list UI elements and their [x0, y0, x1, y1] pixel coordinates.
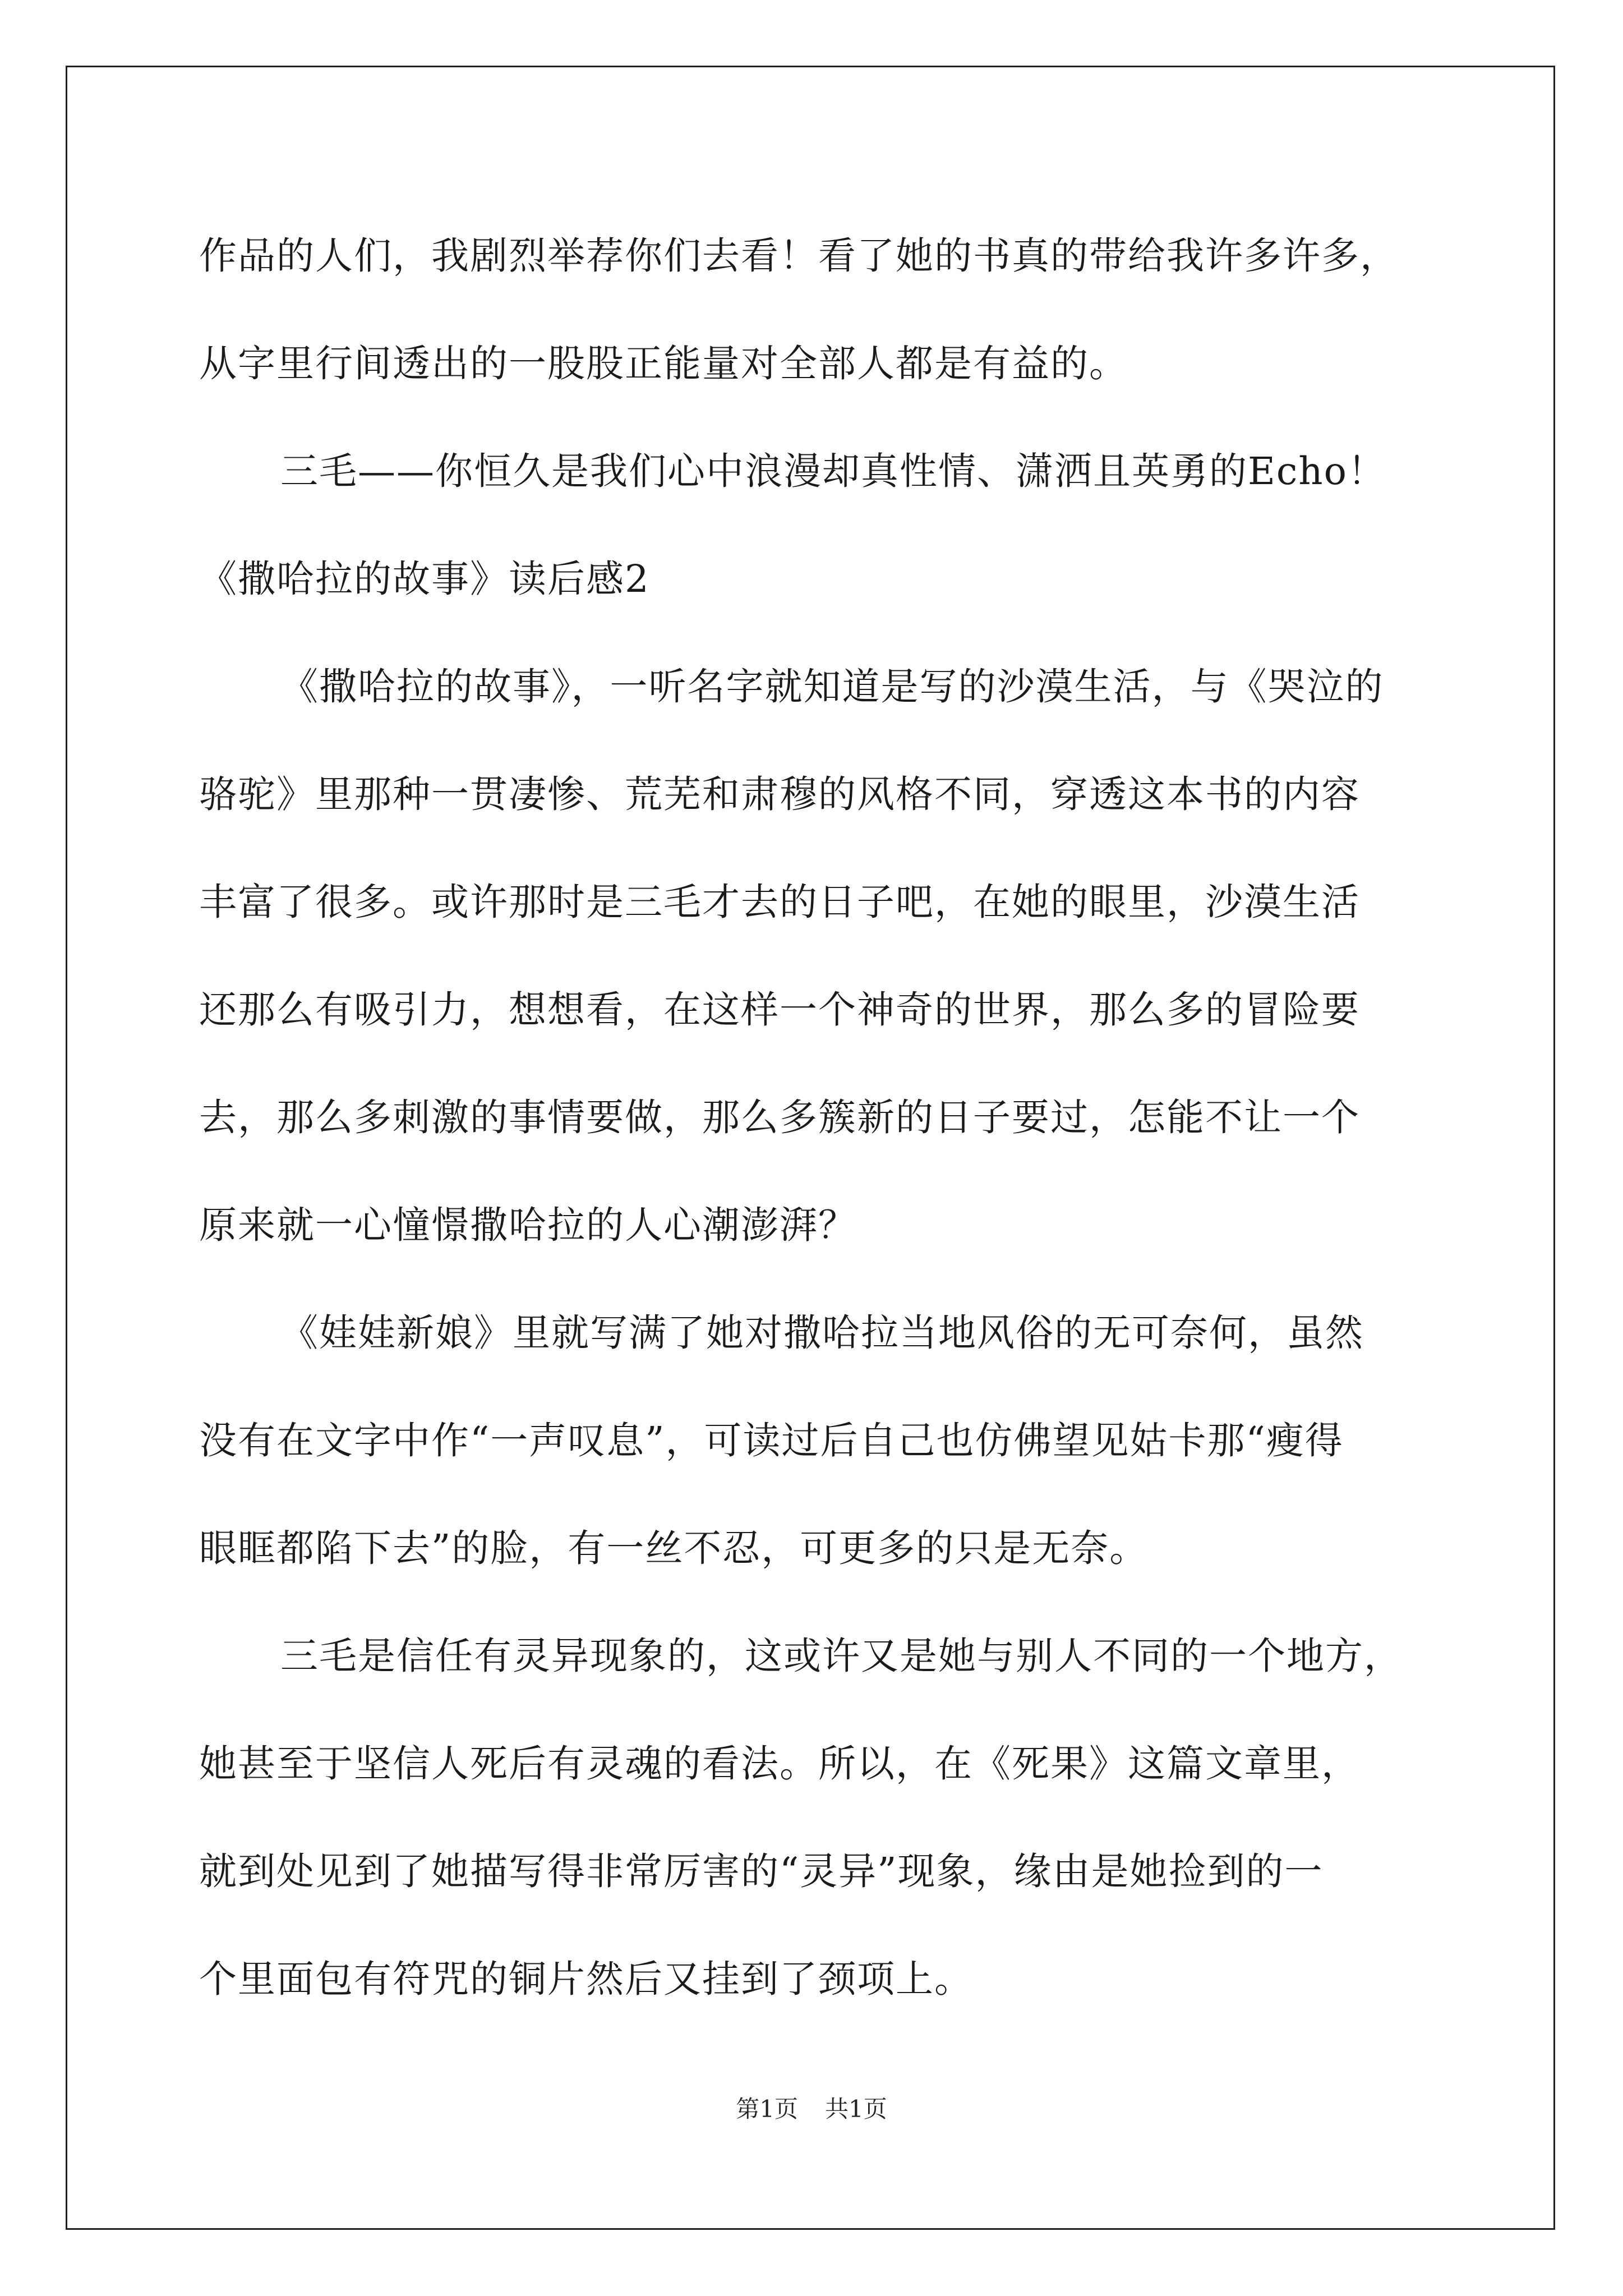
page-total: 共1页	[825, 2095, 887, 2123]
paragraph-line: 原来就一心憧憬撒哈拉的人心潮澎湃？	[199, 1203, 857, 1247]
page-number: 第1页	[736, 2095, 798, 2123]
paragraph-line: 三毛——你恒久是我们心中浪漫却真性情、潇洒且英勇的Echo！	[280, 449, 1386, 493]
paragraph-line: 眼眶都陷下去”的脸，有一丝不忍，可更多的只是无奈。	[199, 1526, 1149, 1570]
paragraph-line: 还那么有吸引力，想想看，在这样一个神奇的世界，那么多的冒险要	[199, 988, 1360, 1032]
paragraph-line: 个里面包有符咒的铜片然后又挂到了颈项上。	[199, 1957, 973, 2001]
paragraph-line: 骆驼》里那种一贯凄惨、荒芜和肃穆的风格不同，穿透这本书的内容	[199, 772, 1360, 816]
paragraph-line: 就到处见到了她描写得非常厉害的“灵异”现象，缘由是她捡到的一	[199, 1849, 1324, 1893]
paragraph-line: 三毛是信任有灵异现象的，这或许又是她与别人不同的一个地方，	[280, 1634, 1403, 1678]
paragraph-line: 没有在文字中作“一声叹息”，可读过后自己也仿佛望见姑卡那“瘦得	[199, 1419, 1344, 1462]
paragraph-line: 去，那么多刺激的事情要做，那么多簇新的日子要过，怎能不让一个	[199, 1096, 1360, 1139]
paragraph-line: 从字里行间透出的一股股正能量对全部人都是有益的。	[199, 342, 1128, 385]
paragraph-line: 丰富了很多。或许那时是三毛才去的日子吧，在她的眼里，沙漠生活	[199, 880, 1360, 924]
document-body	[199, 202, 1433, 2033]
paragraph-line: 《撒哈拉的故事》，一听名字就知道是写的沙漠生活，与《哭泣的	[280, 665, 1384, 708]
paragraph-line: 她甚至于坚信人死后有灵魂的看法。所以，在《死果》这篇文章里，	[199, 1742, 1360, 1786]
page-footer	[0, 2092, 1623, 2126]
section-title: 《撒哈拉的故事》读后感2	[199, 557, 650, 601]
paragraph-line: 作品的人们，我剧烈举荐你们去看！看了她的书真的带给我许多许多，	[199, 234, 1399, 278]
paragraph-line: 《娃娃新娘》里就写满了她对撒哈拉当地风俗的无可奈何，虽然	[280, 1311, 1364, 1355]
